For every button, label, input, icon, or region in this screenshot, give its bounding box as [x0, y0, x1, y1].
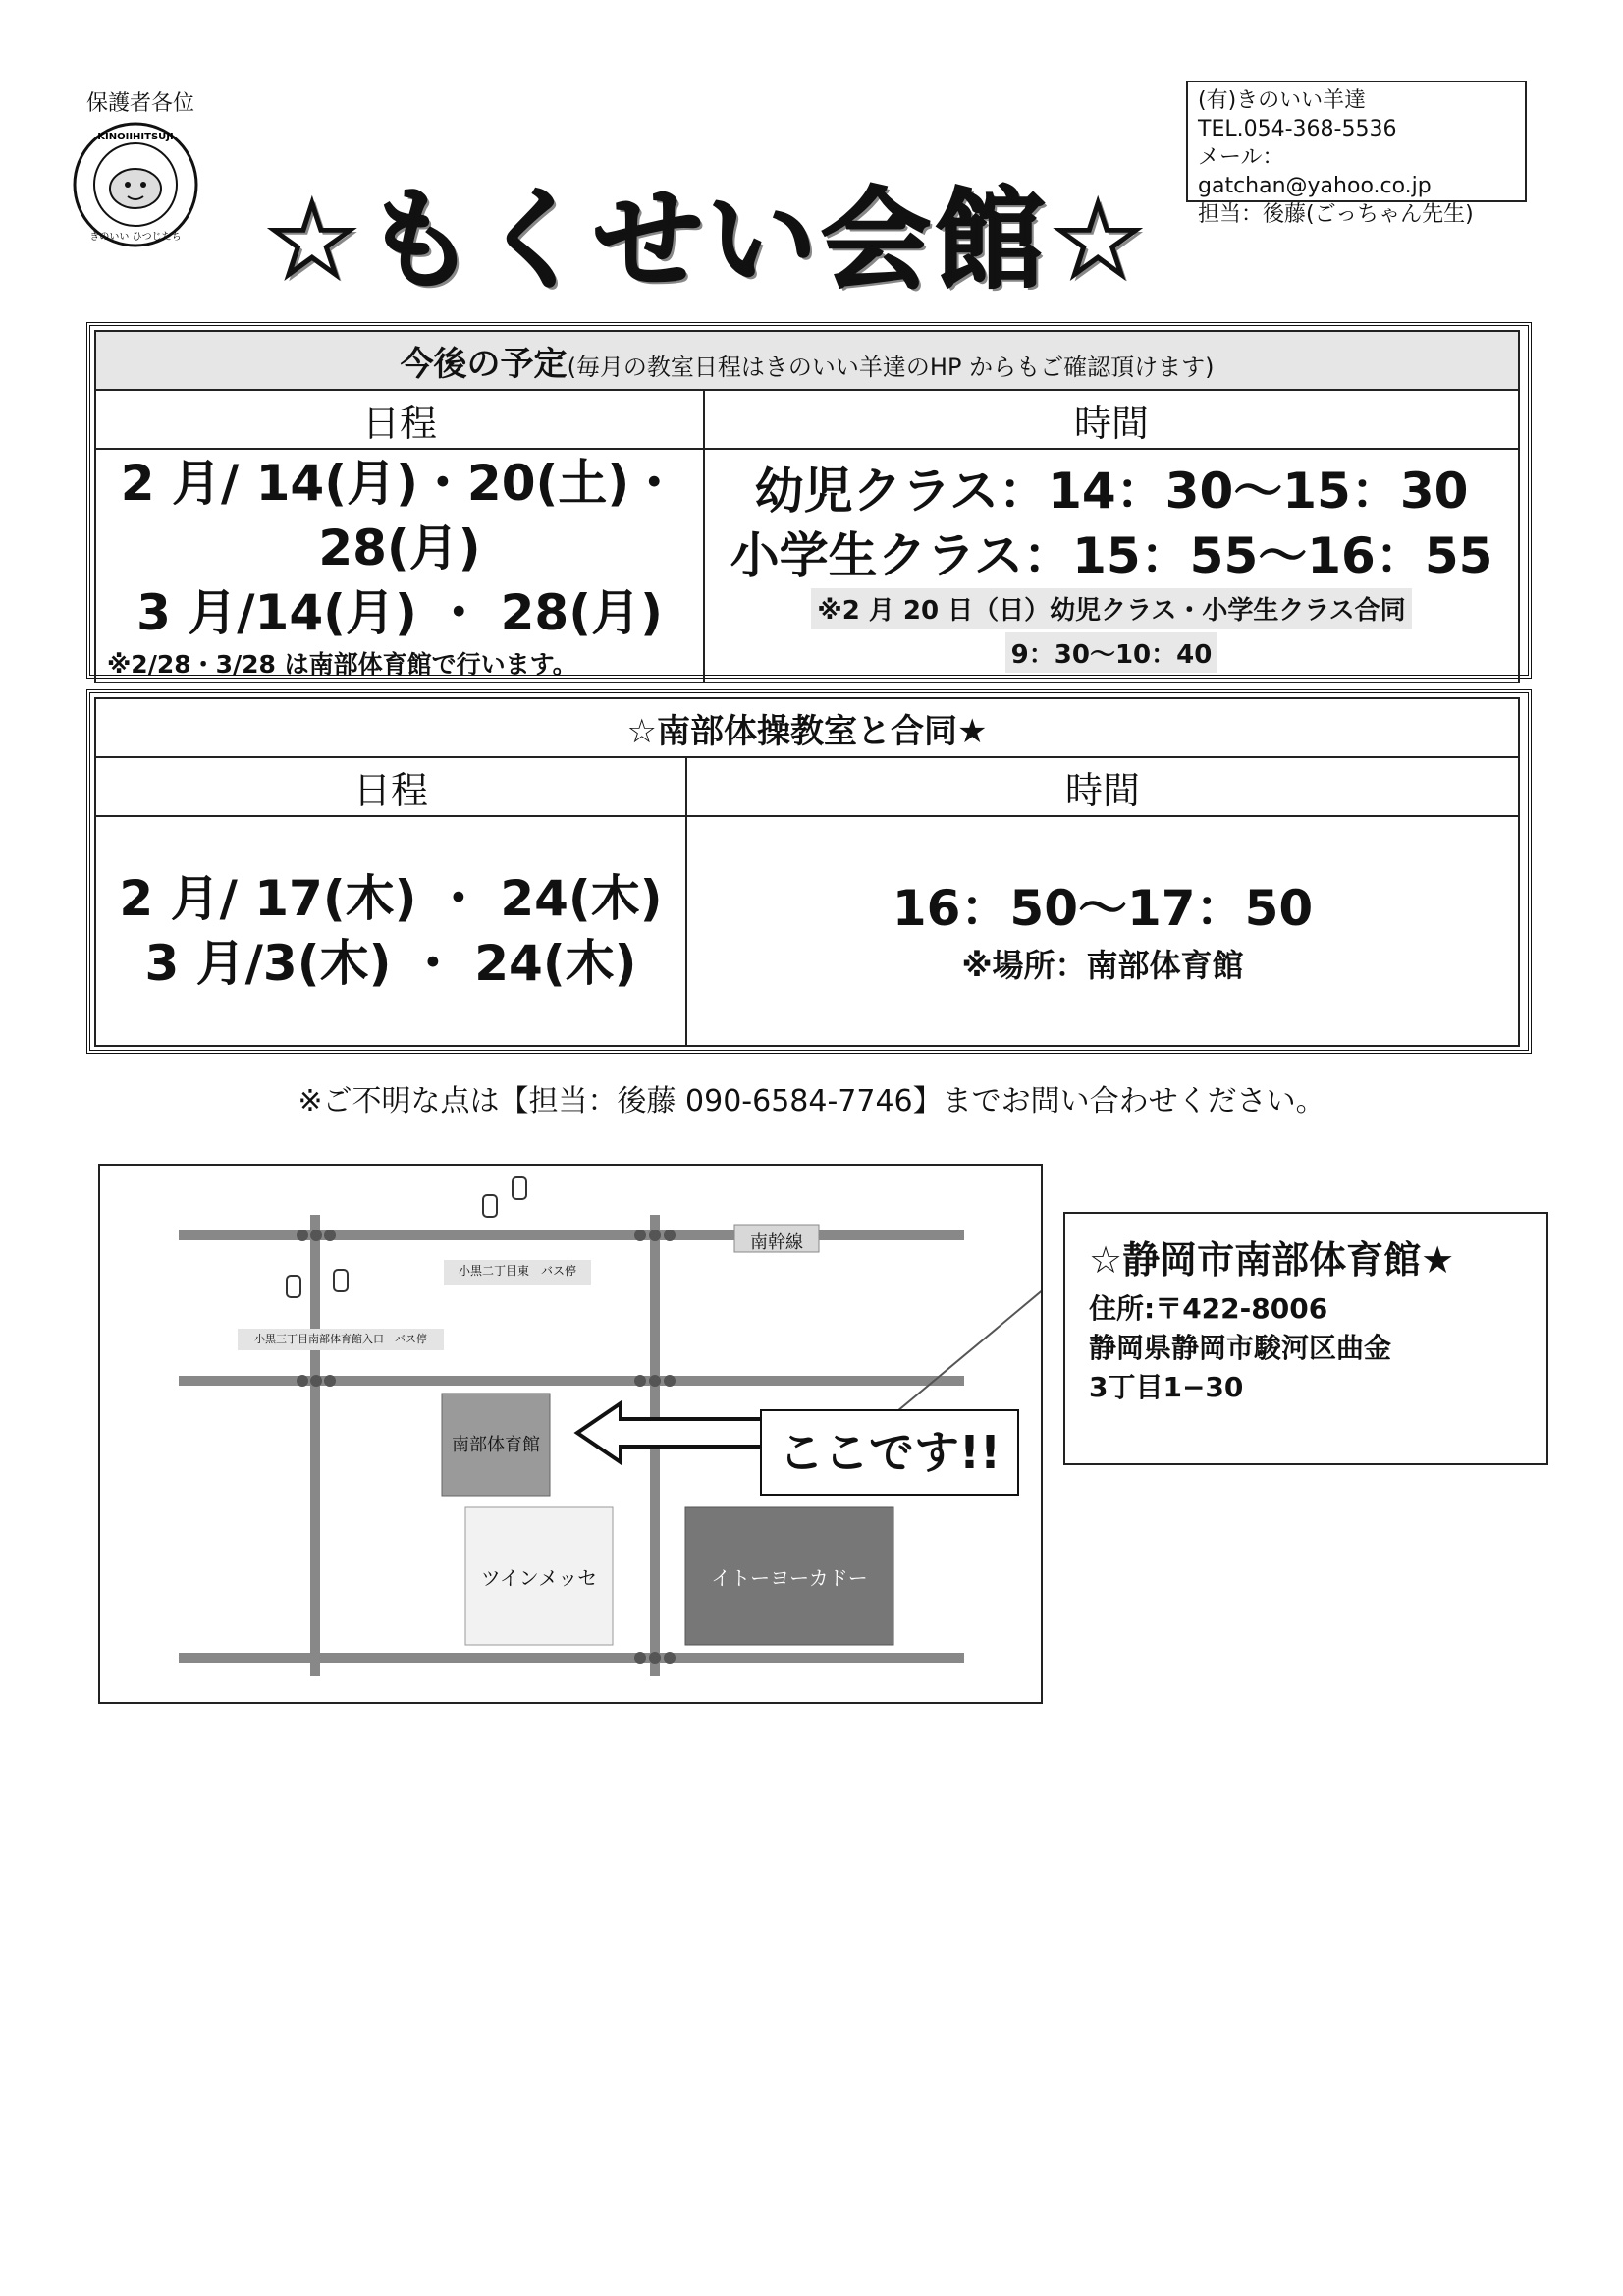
col-header-date-2: 日程 [95, 757, 686, 816]
time-cell-2 [686, 816, 1519, 1046]
road [310, 1215, 320, 1676]
col-header-date-1: 日程 [95, 390, 704, 449]
schedule-title-2: ☆南部体操教室と合同★ [626, 711, 988, 751]
venue-address-label: 住所:〒422-8006 [1089, 1292, 1328, 1325]
phone-number: TEL.054-368-5536 [1198, 117, 1397, 141]
venue-address-line: 3丁目1−30 [1089, 1371, 1244, 1403]
date-line: 2 月/ 17(木) ・ 24(木) [119, 870, 663, 927]
schedule-table-1 [94, 330, 1520, 683]
time-line: 幼児クラス：14：30～15：30 [754, 463, 1469, 519]
access-map [98, 1164, 1043, 1704]
building-label: イトーヨーカドー [711, 1566, 868, 1590]
bus-stop-label: 小黒三丁目南部体育館入口 バス停 [254, 1333, 427, 1345]
date-note: ※2/28・3/28 は南部体育館で行います。 [107, 650, 577, 679]
email-address: メール：gatchan@yahoo.co.jp [1198, 145, 1432, 198]
location-note: ※場所：南部体育館 [961, 947, 1244, 984]
venue-address-line: 静岡県静岡市駿河区曲金 [1089, 1332, 1392, 1364]
school-logo [71, 120, 200, 249]
road [179, 1653, 964, 1663]
inquiry-note: ※ご不明な点は【担当：後藤 090-6584-7746】までお問い合わせください。 [298, 1084, 1325, 1119]
time-note: 9：30～10：40 [1005, 632, 1218, 673]
recipient-label: 保護者各位 [86, 91, 195, 116]
col-header-time-2: 時間 [686, 757, 1519, 816]
schedule-header-1 [95, 331, 1519, 390]
schedule-table-2 [94, 697, 1520, 1047]
rail-label: 南幹線 [750, 1232, 803, 1253]
bus-stop-icon [287, 1276, 300, 1297]
venue-name: ☆静岡市南部体育館★ [1089, 1238, 1455, 1282]
bus-stop-icon [334, 1270, 348, 1291]
contact-person: 担当：後藤(ごっちゃん先生) [1198, 202, 1474, 227]
time-cell-1 [704, 449, 1519, 683]
date-line: 2 月/ 14(月)・20(土)・28(月) [120, 455, 679, 576]
col-header-time-1: 時間 [704, 390, 1519, 449]
time-line: 16：50～17：50 [892, 880, 1314, 937]
date-cell-2 [95, 816, 686, 1046]
svg-text:KINOIIHITSUJI: KINOIIHITSUJI [97, 132, 174, 142]
date-line: 3 月/14(月) ・ 28(月) [136, 584, 663, 641]
svg-text:きのいい ひつじたち: きのいい ひつじたち [89, 232, 182, 243]
schedule-subtitle-1: (毎月の教室日程はきのいい羊達のHP からもご確認頂けます) [567, 353, 1215, 381]
time-note: ※2 月 20 日（日）幼児クラス・小学生クラス合同 [811, 588, 1411, 629]
gym-label: 南部体育館 [452, 1435, 540, 1455]
date-cell-1 [95, 449, 704, 683]
time-line: 小学生クラス：15：55～16：55 [730, 527, 1493, 584]
arrow-left-icon [577, 1403, 768, 1462]
date-line: 3 月/3(木) ・ 24(木) [144, 935, 637, 992]
building-label: ツインメッセ [480, 1566, 598, 1590]
bus-stop-icon [483, 1195, 497, 1217]
schedule-title-1: 今後の予定 [400, 344, 568, 384]
venue-box [1063, 1212, 1548, 1465]
company-name: (有)きのいい羊達 [1198, 88, 1367, 113]
bus-stop-icon [513, 1177, 526, 1199]
bus-stop-label: 小黒二丁目東 バス停 [458, 1264, 576, 1278]
contact-box [1186, 81, 1527, 227]
page-title: ☆もくせい会館☆ [262, 177, 1152, 304]
schedule-header-2 [95, 698, 1519, 757]
here-callout: ここです!! [760, 1409, 1019, 1496]
